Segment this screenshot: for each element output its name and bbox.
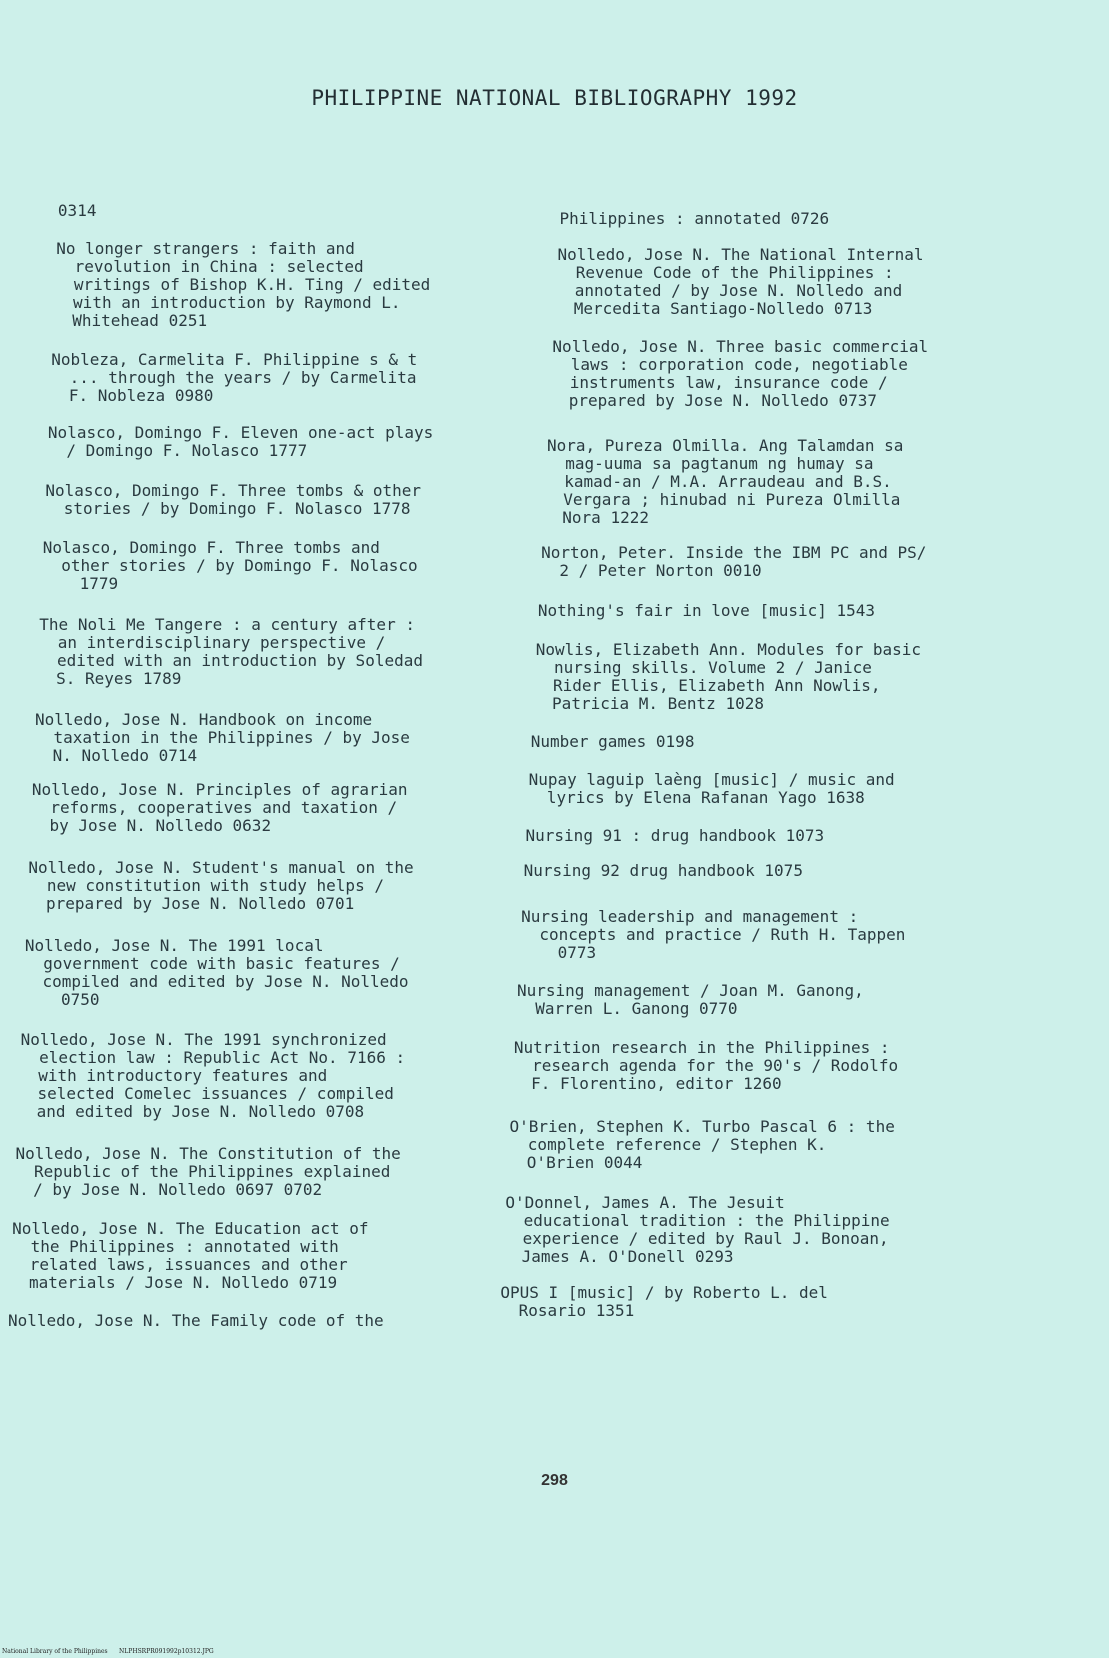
entry-continuation-line: materials / Jose N. Nolledo 0719 xyxy=(9,1273,338,1292)
entry-continuation-line: by Jose N. Nolledo 0632 xyxy=(30,816,272,835)
entry-continuation-line: concepts and practice / Ruth H. Tappen xyxy=(520,925,906,944)
entry-line: Nolledo, Jose N. Handbook on income xyxy=(35,710,373,729)
entry-line: Nolasco, Domingo F. Eleven one-act plays xyxy=(47,423,434,442)
entry-line: OPUS I [music] / by Roberto L. del xyxy=(500,1283,828,1302)
entry-continuation-line: Rosario 1351 xyxy=(499,1301,635,1320)
entry-continuation-line: experience / edited by Raul J. Bonoan, xyxy=(503,1229,889,1248)
entry-continuation-line: reforms, cooperatives and taxation / xyxy=(31,798,398,817)
entry-line: Nursing 91 : drug handbook 1073 xyxy=(525,826,825,845)
entry-continuation-line: with introductory features and xyxy=(19,1066,328,1085)
entry-continuation-line: other stories / by Domingo F. Nolasco xyxy=(41,556,418,575)
entry-line: Nolledo, Jose N. The 1991 synchronized xyxy=(20,1030,387,1049)
entry-line: Nolasco, Domingo F. Three tombs and xyxy=(42,538,380,557)
entry-continuation-line: N. Nolledo 0714 xyxy=(33,746,198,765)
entry-line: Nolledo, Jose N. The Constitution of the xyxy=(15,1144,401,1163)
entry-continuation-line: laws : corporation code, negotiable xyxy=(551,355,908,374)
entry-continuation-line: compiled and edited by Jose N. Nolledo xyxy=(23,972,409,991)
entry-continuation-line: edited with an introduction by Soledad xyxy=(37,651,423,670)
entry-continuation-line: 0750 xyxy=(22,990,100,1009)
entry-line: Nobleza, Carmelita F. Philippine s & t xyxy=(51,350,418,369)
entry-continuation-line: stories / by Domingo F. Nolasco 1778 xyxy=(44,499,411,518)
entry-line: Nolledo, Jose N. Student's manual on the xyxy=(28,858,414,877)
entry-continuation-line: prepared by Jose N. Nolledo 0737 xyxy=(549,391,877,410)
entry-continuation-line: writings of Bishop K.H. Ting / edited xyxy=(54,275,431,294)
entry-continuation-line: / Domingo F. Nolasco 1777 xyxy=(47,441,308,460)
entry-continuation-line: Whitehead 0251 xyxy=(52,311,208,330)
entry-line: Nolledo, Jose N. The Education act of xyxy=(12,1219,369,1238)
entry-continuation-line: prepared by Jose N. Nolledo 0701 xyxy=(26,894,355,913)
entry-line: Nolledo, Jose N. The 1991 local xyxy=(24,936,324,955)
entry-line: Nutrition research in the Philippines : xyxy=(513,1038,890,1057)
entry-line: Nursing 92 drug handbook 1075 xyxy=(523,861,803,880)
entry-continuation-line: Mercedita Santiago-Nolledo 0713 xyxy=(554,299,873,318)
entry-continuation-line: and edited by Jose N. Nolledo 0708 xyxy=(17,1102,365,1121)
entry-continuation-line: kamad-an / M.A. Arraudeau and B.S. xyxy=(545,472,892,491)
entry-line: O'Donnel, James A. The Jesuit xyxy=(505,1193,785,1212)
entry-continuation-line: Republic of the Philippines explained xyxy=(14,1162,391,1181)
entry-continuation-line: related laws, issuances and other xyxy=(10,1255,348,1274)
entry-line: O'Brien, Stephen K. Turbo Pascal 6 : the xyxy=(509,1117,895,1136)
entry-continuation-line: with an introduction by Raymond L. xyxy=(53,293,401,312)
entry-line: Nolledo, Jose N. Three basic commercial xyxy=(552,337,929,356)
entry-continuation-line: / by Jose N. Nolledo 0697 0702 xyxy=(13,1180,323,1199)
entry-continuation-line: election law : Republic Act No. 7166 : xyxy=(19,1048,406,1067)
entry-line: Nolledo, Jose N. The National Internal xyxy=(557,245,924,264)
entry-continuation-line: F. Florentino, editor 1260 xyxy=(511,1074,782,1093)
page-title: PHILIPPINE NATIONAL BIBLIOGRAPHY 1992 xyxy=(311,86,798,110)
entry-line: Norton, Peter. Inside the IBM PC and PS/ xyxy=(541,543,927,562)
entry-line: Nursing leadership and management : xyxy=(521,907,859,926)
entry-continuation-line: Rider Ellis, Elizabeth Ann Nowlis, xyxy=(533,676,881,695)
entry-continuation-line: selected Comelec issuances / compiled xyxy=(18,1084,394,1103)
entry-continuation-line: complete reference / Stephen K. xyxy=(508,1135,827,1154)
entry-continuation-line: 1779 xyxy=(41,574,119,593)
entry-continuation-line: 0773 xyxy=(519,943,597,962)
page-number: 298 xyxy=(541,1472,568,1489)
entry-continuation-line: O'Brien 0044 xyxy=(507,1153,643,1172)
entry-continuation-line: revolution in China : selected xyxy=(55,257,364,276)
entry-continuation-line: taxation in the Philippines / by Jose xyxy=(34,728,410,747)
entry-continuation-line: Revenue Code of the Philippines : xyxy=(556,263,894,282)
entry-continuation-line: ... through the years / by Carmelita xyxy=(50,368,417,387)
entry-line: Nolledo, Jose N. The Family code of the xyxy=(7,1311,384,1330)
entry-continuation-line: S. Reyes 1789 xyxy=(36,669,182,688)
entry-line: Nolledo, Jose N. Principles of agrarian xyxy=(31,780,408,799)
entry-line: Nolasco, Domingo F. Three tombs & other xyxy=(45,481,421,500)
entry-line: Number games 0198 xyxy=(530,732,695,751)
entry-line: Nupay laguip laèng [music] / music and xyxy=(528,770,895,789)
entry-continuation-line: Vergara ; hinubad ni Pureza Olmilla xyxy=(544,490,901,509)
entry-continuation-line: new constitution with study helps / xyxy=(27,876,384,895)
entry-line: Nursing management / Joan M. Ganong, xyxy=(517,981,864,1000)
entry-continuation-line: annotated / by Jose N. Nolledo and xyxy=(555,281,903,300)
entry-line: No longer strangers : faith and xyxy=(56,239,355,258)
entry-continuation-line: educational tradition : the Philippine xyxy=(504,1211,890,1230)
entry-line: Nora, Pureza Olmilla. Ang Talamdan sa xyxy=(546,436,904,455)
scan-footer: National Library of the Philippines NLPHSRPR091992p10312.JPG xyxy=(2,1648,214,1655)
entry-continuation-line: James A. O'Donell 0293 xyxy=(502,1247,734,1266)
entry-line: Nothing's fair in love [music] 1543 xyxy=(537,601,876,620)
entry-line: Philippines : annotated 0726 xyxy=(559,209,830,228)
entry-continuation-line: 2 / Peter Norton 0010 xyxy=(540,561,762,580)
entry-continuation-line: Warren L. Ganong 0770 xyxy=(516,999,738,1018)
entry-line: Nowlis, Elizabeth Ann. Modules for basic xyxy=(535,640,922,659)
entry-continuation-line: instruments law, insurance code / xyxy=(550,373,888,392)
entry-continuation-line: government code with basic features / xyxy=(24,954,400,973)
entry-continuation-line: lyrics by Elena Rafanan Yago 1638 xyxy=(527,788,865,807)
entry-continuation-line: nursing skills. Volume 2 / Janice xyxy=(534,658,872,677)
entry-line: 0314 xyxy=(57,201,97,220)
entry-continuation-line: research agenda for the 90's / Rodolfo xyxy=(512,1056,899,1075)
entry-continuation-line: the Philippines : annotated with xyxy=(11,1237,339,1256)
entry-line: The Noli Me Tangere : a century after : xyxy=(39,615,415,634)
entry-continuation-line: Nora 1222 xyxy=(543,508,649,527)
entry-continuation-line: F. Nobleza 0980 xyxy=(49,386,214,405)
entry-continuation-line: Patricia M. Bentz 1028 xyxy=(532,694,764,713)
entry-continuation-line: an interdisciplinary perspective / xyxy=(38,633,386,652)
entry-continuation-line: mag-uuma sa pagtanum ng humay sa xyxy=(545,454,874,473)
